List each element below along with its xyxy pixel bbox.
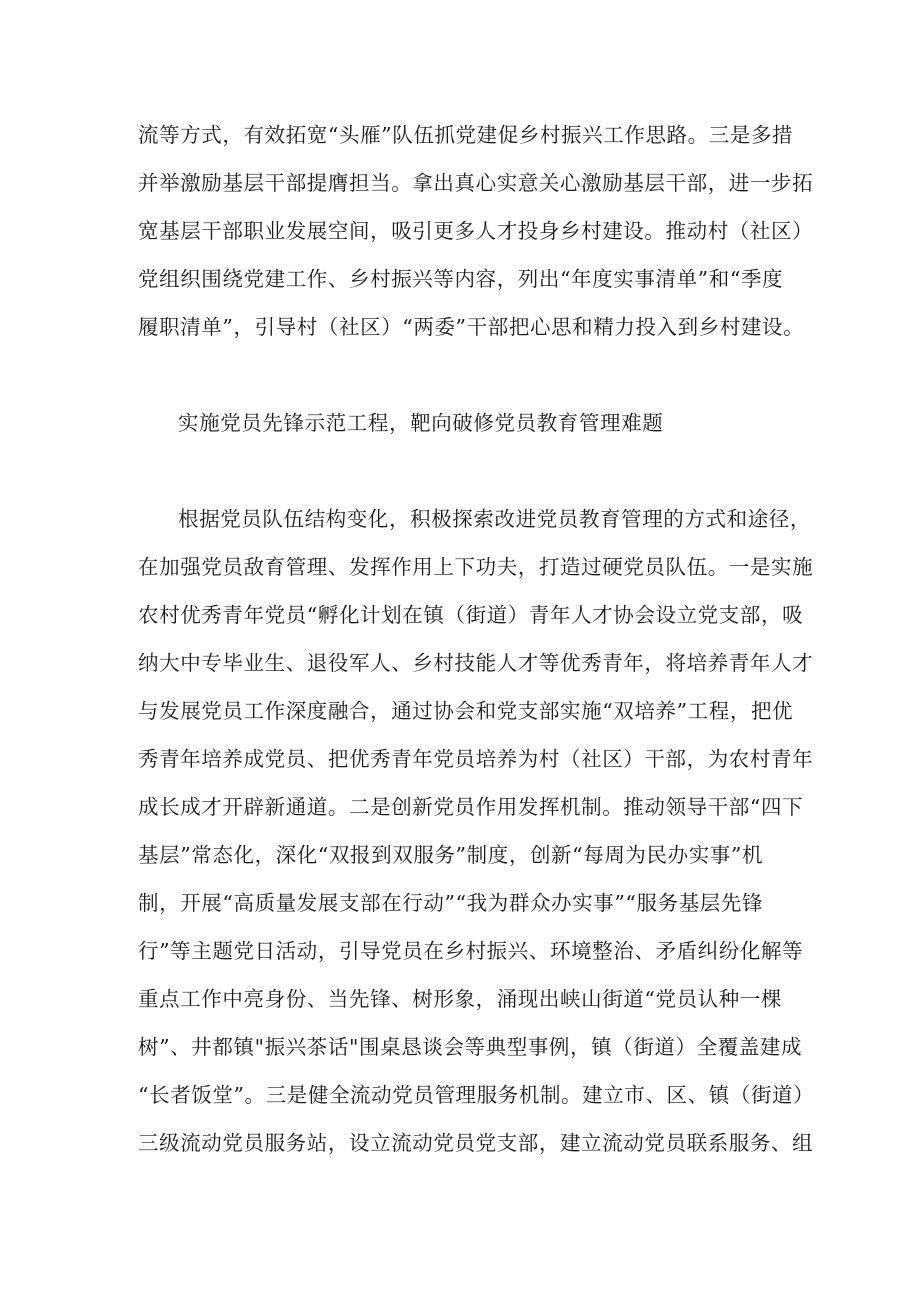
paragraph-1-line: 并举激励基层干部提膺担当。拿出真心实意关心激励基层干部，进一步拓: [138, 171, 814, 195]
paragraph-2-line: 秀青年培养成党员、把优秀青年党员培养为村（社区）干部，为农村青年: [138, 747, 814, 771]
paragraph-1-line: 履职清单”，引导村（社区）“两委”干部把心思和精力投入到乡村建设。: [138, 315, 805, 339]
paragraph-2-line: 树”、井都镇"振兴茶话"围桌恳谈会等典型事例，镇（街道）全覆盖建成: [138, 1035, 803, 1059]
paragraph-1-line: 党组织围绕党建工作、乡村振兴等内容，列出“年度实事清单”和“季度: [138, 267, 784, 291]
paragraph-1-line: 流等方式，有效拓宽“头雁”队伍抓党建促乡村振兴工作思路。三是多措: [138, 123, 794, 147]
paragraph-2-line: 基层”常态化，深化“双报到双服务”制度，创新“每周为民办实事”机: [138, 843, 764, 867]
paragraph-2-line: 成长成才开辟新通道。二是创新党员作用发挥机制。推动领导干部“四下: [138, 795, 804, 819]
paragraph-2-line: “长者饭堂”。三是健全流动党员管理服务机制。建立市、区、镇（街道）: [138, 1083, 815, 1107]
section-heading: 实施党员先锋示范工程，靶向破修党员教育管理难题: [178, 411, 664, 435]
paragraph-2-line: 三级流动党员服务站，设立流动党员党支部，建立流动党员联系服务、组: [138, 1131, 814, 1155]
paragraph-2-line: 制，开展“高质量发展支部在行动”“我为群众办实事”“服务基层先锋: [138, 891, 764, 915]
paragraph-2-line: 重点工作中亮身份、当先锋、树形象，涌现出峡山街道“党员认种一棵: [138, 987, 783, 1011]
paragraph-2-line: 农村优秀青年党员“孵化计划在镇（街道）青年人才协会设立党支部，吸: [138, 603, 804, 627]
paragraph-2-line: 行”等主题党日活动，引导党员在乡村振兴、环境整治、矛盾纠纷化解等: [138, 939, 804, 963]
paragraph-2-line: 在加强党员敌育管理、发挥作用上下功夫，打造过硬党员队伍。一是实施: [138, 555, 814, 579]
paragraph-2-line: 与发展党员工作深度融合，通过协会和党支部实施“双培养”工程，把优: [138, 699, 794, 723]
paragraph-2-line: 纳大中专毕业生、退役军人、乡村技能人才等优秀青年，将培养青年人才: [138, 651, 814, 675]
paragraph-2-line: 根据党员队伍结构变化，积极探索改进党员教育管理的方式和途径，: [178, 507, 811, 531]
paragraph-1-line: 宽基层干部职业发展空间，吸引更多人才投身乡村建设。推动村（社区）: [138, 219, 814, 243]
